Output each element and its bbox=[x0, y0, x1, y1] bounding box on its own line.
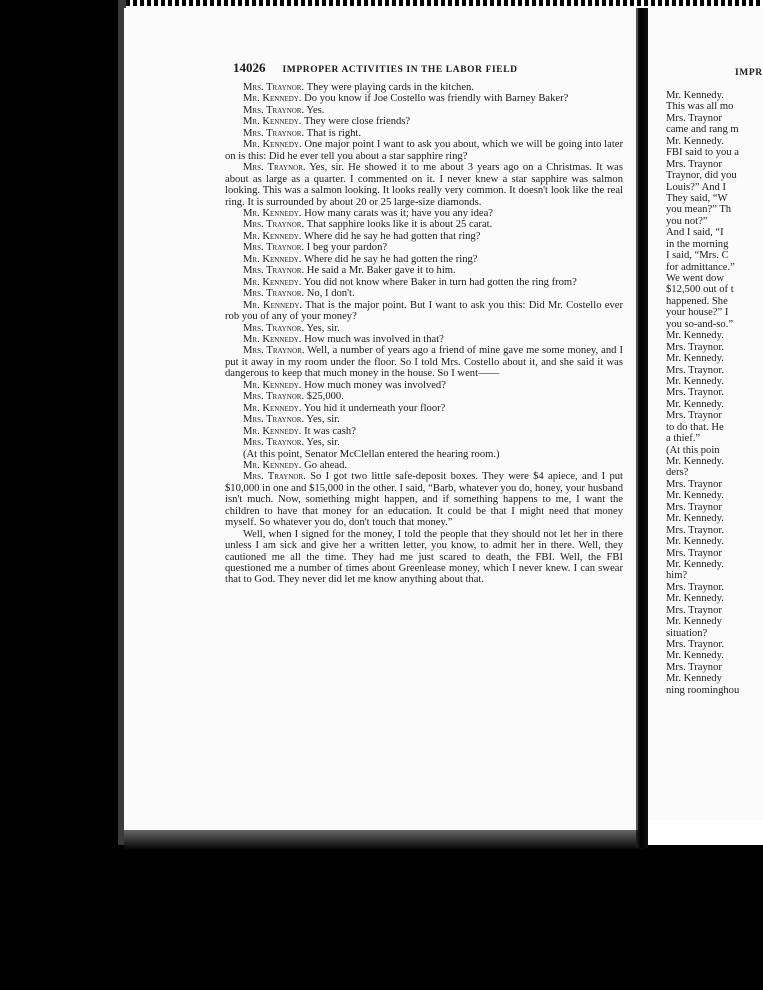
right-page-line: Mr. Kennedy. bbox=[666, 398, 724, 410]
speech-text: Yes. bbox=[306, 104, 325, 116]
transcript-paragraph bbox=[225, 288, 623, 299]
speech-text: That is right. bbox=[306, 127, 362, 139]
right-page-text bbox=[666, 90, 763, 696]
right-page-line: Mr. Kennedy. bbox=[666, 90, 724, 101]
speaker-name: Mr. Kennedy. bbox=[243, 459, 302, 471]
right-page-line: ders? bbox=[666, 467, 689, 479]
speaker-name: Mrs. Traynor. bbox=[243, 127, 305, 139]
right-page-line: This was all mo bbox=[666, 101, 734, 113]
speech-text: Well, a number of years ago a friend of mine gave me some money, and I put it away in my room under the floor. So I told Mrs. Costello about it, and she said it was dangerous to keep that much money in the house. So I went—— bbox=[225, 345, 623, 380]
transcript-paragraph bbox=[225, 208, 623, 219]
speech-text: No, I don't. bbox=[306, 288, 355, 300]
speaker-name: Mr. Kennedy. bbox=[243, 276, 302, 288]
transcript-paragraph bbox=[225, 265, 623, 276]
speech-text: I beg your pardon? bbox=[306, 242, 388, 254]
speaker-name: Mr. Kennedy. bbox=[243, 402, 302, 414]
right-page-line: Louis?” And I bbox=[666, 181, 727, 193]
speaker-name: Mr. Kennedy. bbox=[243, 207, 302, 219]
speaker-name: Mrs. Traynor. bbox=[243, 162, 306, 174]
speech-text: Go ahead. bbox=[304, 459, 348, 471]
right-page-line: Mr. Kennedy. bbox=[666, 650, 724, 662]
speech-text: How many carats was it; have you any idea? bbox=[304, 207, 493, 219]
right-page-line: Mrs. Traynor. bbox=[666, 387, 724, 399]
right-page-line: Mr. Kennedy. bbox=[666, 375, 724, 387]
speech-text: You did not know where Baker in turn had gotten the ring from? bbox=[303, 276, 577, 288]
speaker-name: Mrs. Traynor. bbox=[243, 219, 305, 231]
speech-text: That is the major point. But I want to ask you this: Did Mr. Costello ever rob you of any of your money? bbox=[225, 299, 623, 323]
speaker-name: Mr. Kennedy. bbox=[243, 116, 302, 128]
speech-text: Where did he say he had gotten that ring? bbox=[303, 230, 481, 242]
right-page-line: Mrs. Traynor bbox=[666, 501, 722, 513]
speech-text: Yes, sir. bbox=[306, 437, 340, 449]
transcript-paragraph bbox=[225, 128, 623, 139]
transcript-paragraph bbox=[225, 242, 623, 253]
right-page-line: a thief.” bbox=[666, 433, 701, 445]
transcript-paragraph bbox=[225, 300, 623, 323]
right-page-line: Mr. Kennedy. bbox=[666, 558, 724, 570]
transcript-paragraph bbox=[225, 380, 623, 391]
right-page-line: Mrs. Traynor. bbox=[666, 639, 724, 650]
speaker-name: Mr. Kennedy. bbox=[243, 139, 302, 151]
speech-text: They were playing cards in the kitchen. bbox=[306, 82, 474, 93]
transcript-paragraph bbox=[225, 116, 623, 127]
speaker-name: Mrs. Traynor. bbox=[243, 242, 305, 254]
transcript-body bbox=[225, 82, 623, 586]
speaker-name: Mr. Kennedy. bbox=[243, 230, 302, 242]
speaker-name: Mr. Kennedy. bbox=[243, 93, 302, 105]
right-page-line: Mrs. Traynor bbox=[666, 547, 722, 559]
right-page-line: Mrs. Traynor. bbox=[666, 524, 724, 536]
right-page-line: to do that. He bbox=[666, 421, 724, 433]
speaker-name: Mrs. Traynor. bbox=[243, 322, 305, 334]
right-page-header: IMPR bbox=[735, 68, 763, 78]
transcript-paragraph bbox=[225, 254, 623, 265]
right-page-line: FBI said to you a bbox=[666, 147, 739, 159]
speech-text: Do you know if Joe Costello was friendly with Barney Baker? bbox=[304, 93, 569, 105]
speaker-name: Mr. Kennedy. bbox=[243, 333, 302, 345]
speaker-name: Mrs. Traynor. bbox=[243, 288, 305, 300]
speech-text: That sapphire looks like it is about 25 carat. bbox=[306, 219, 493, 231]
transcript-paragraph bbox=[225, 391, 623, 402]
speech-text: You hid it underneath your floor? bbox=[303, 402, 446, 414]
right-page-line: Mr. Kennedy. bbox=[666, 353, 724, 365]
transcript-paragraph bbox=[225, 414, 623, 425]
speech-text: Well, when I signed for the money, I told the people that they should not let her in there unless I am sick and give her a written letter, you know, to admit her in there. Well, they cautioned me all the time. They had me just scared to death, the FBI. Well, the FBI questioned me a number of times about Greenlease money, which I never knew. I can swear that to God. They never did let me know anything about that. bbox=[225, 528, 623, 586]
right-page-line: Mrs. Traynor bbox=[666, 410, 722, 422]
transcript-paragraph bbox=[225, 162, 623, 208]
speaker-name: Mr. Kennedy. bbox=[243, 379, 302, 391]
right-page-line: ning roominghou bbox=[666, 684, 740, 696]
speaker-name: Mrs. Traynor. bbox=[243, 414, 305, 426]
transcript-paragraph bbox=[225, 471, 623, 528]
right-page-line: him? bbox=[666, 570, 688, 582]
transcript-paragraph bbox=[225, 403, 623, 414]
speaker-name: Mrs. Traynor. bbox=[243, 104, 305, 116]
right-page-line: your house?” I bbox=[666, 307, 729, 319]
speech-text: $25,000. bbox=[306, 391, 344, 403]
speech-text: Where did he say he had gotten the ring? bbox=[303, 253, 478, 265]
page-number: 14026 bbox=[233, 60, 266, 75]
right-page-line: Mr. Kennedy. bbox=[666, 135, 724, 147]
speech-text: Yes, sir. bbox=[306, 414, 340, 426]
speech-text: He said a Mr. Baker gave it to him. bbox=[306, 265, 456, 277]
right-page-line: Mr. Kennedy bbox=[666, 616, 722, 628]
speech-text: They were close friends? bbox=[303, 116, 411, 128]
speaker-name: Mr. Kennedy. bbox=[243, 253, 302, 265]
transcript-paragraph bbox=[225, 345, 623, 379]
speech-text: Yes, sir. bbox=[306, 322, 340, 334]
right-page-line: I said, “Mrs. C bbox=[666, 250, 729, 262]
right-page-line: Mr. Kennedy. bbox=[666, 490, 724, 502]
right-page-line: They said, “W bbox=[666, 192, 728, 204]
right-page-line: Mrs. Traynor. bbox=[666, 364, 724, 376]
right-page-line: Mr. Kennedy. bbox=[666, 456, 724, 467]
right-page-line: happened. She bbox=[666, 295, 728, 307]
right-page-line: Mrs. Traynor bbox=[666, 661, 722, 673]
transcript-paragraph bbox=[225, 323, 623, 334]
speech-text: One major point I want to ask you about, which we will be going into later on is this: Did he ever tell you about a star sapphire ring? bbox=[225, 139, 623, 162]
right-page-line: you not?” bbox=[666, 215, 708, 227]
speaker-name: Mrs. Traynor. bbox=[243, 345, 305, 357]
right-page-line: Mrs. Traynor bbox=[666, 158, 722, 170]
right-page bbox=[648, 8, 763, 820]
speaker-name: Mrs. Traynor. bbox=[243, 471, 306, 483]
right-page-line: Mrs. Traynor. bbox=[666, 581, 724, 593]
right-page-line: Mr. Kennedy. bbox=[666, 513, 724, 525]
speech-text: How much was involved in that? bbox=[304, 333, 444, 345]
speech-text: So I got two little safe-deposit boxes. They were $4 apiece, and I put $10,000 in one and $15,000 in the other. I said, “Barb, whatever you do, honey, your husband isn't much. Now, something might happen, and if something happens to me, I want the children to have that money for an education. It could be that I might need that money myself. So whatever you do, don't touch that money.” bbox=[225, 471, 623, 529]
right-page-line: you mean?” Th bbox=[666, 204, 732, 216]
running-title: IMPROPER ACTIVITIES IN THE LABOR FIELD bbox=[282, 65, 518, 75]
right-page-line: Mrs. Traynor bbox=[666, 112, 722, 124]
right-page-line: you so-and-so.” bbox=[666, 318, 734, 330]
speech-text: How much money was involved? bbox=[304, 379, 446, 391]
speaker-name: Mrs. Traynor. bbox=[243, 391, 305, 403]
speaker-name: Mr. Kennedy. bbox=[243, 425, 302, 437]
right-page-line: We went dow bbox=[666, 273, 724, 284]
right-page-line: came and rang m bbox=[666, 124, 739, 136]
speaker-name: Mr. Kennedy. bbox=[243, 299, 303, 311]
right-page-line: in the morning bbox=[666, 238, 729, 250]
right-page-line: situation? bbox=[666, 627, 708, 639]
transcript-paragraph bbox=[225, 437, 623, 448]
right-page-line: (At this poin bbox=[666, 444, 720, 456]
right-page-line: Mrs. Traynor bbox=[666, 478, 722, 490]
speaker-name: Mrs. Traynor. bbox=[243, 82, 305, 93]
transcript-paragraph bbox=[225, 93, 623, 104]
speaker-name: Mrs. Traynor. bbox=[243, 437, 305, 449]
transcript-paragraph bbox=[225, 139, 623, 162]
scan-left-margin bbox=[0, 0, 118, 990]
transcript-paragraph bbox=[225, 426, 623, 437]
right-page-line: Mrs. Traynor bbox=[666, 604, 722, 616]
right-page-line: $12,500 out of t bbox=[666, 284, 734, 296]
transcript-paragraph bbox=[225, 460, 623, 471]
speech-text: It was cash? bbox=[304, 425, 356, 437]
speech-text: Yes, sir. He showed it to me about 3 years ago on a Christmas. It was about as large as a quarter. I commented on it. I never knew a star sapphire was salmon looking. This was a salmon looking. It looks really very common. It doesn't look like the real ring. It is surrounded by about 20 or 25 large-size diamonds. bbox=[225, 162, 623, 208]
transcript-paragraph bbox=[225, 231, 623, 242]
transcript-paragraph bbox=[225, 334, 623, 345]
scan-bottom-margin bbox=[118, 845, 763, 990]
transcript-paragraph bbox=[225, 449, 623, 460]
transcript-paragraph bbox=[225, 277, 623, 288]
page-header bbox=[233, 60, 518, 76]
transcript-paragraph bbox=[225, 105, 623, 116]
transcript-paragraph bbox=[225, 219, 623, 230]
right-page-line: Mr. Kennedy. bbox=[666, 330, 724, 342]
speech-text: (At this point, Senator McClellan entered the hearing room.) bbox=[243, 448, 500, 460]
transcript-paragraph bbox=[225, 529, 623, 586]
speaker-name: Mrs. Traynor. bbox=[243, 265, 305, 277]
right-page-line: Mr. Kennedy. bbox=[666, 593, 724, 605]
right-page-line: And I said, “I bbox=[666, 227, 724, 239]
right-page-line: Traynor, did you bbox=[666, 170, 737, 182]
right-page-line: Mr. Kennedy. bbox=[666, 536, 724, 548]
right-page-line: for admittance.” bbox=[666, 261, 735, 273]
right-page-line: Mr. Kennedy bbox=[666, 673, 722, 685]
transcript-paragraph bbox=[225, 82, 623, 93]
right-page-line: Mrs. Traynor. bbox=[666, 341, 724, 353]
